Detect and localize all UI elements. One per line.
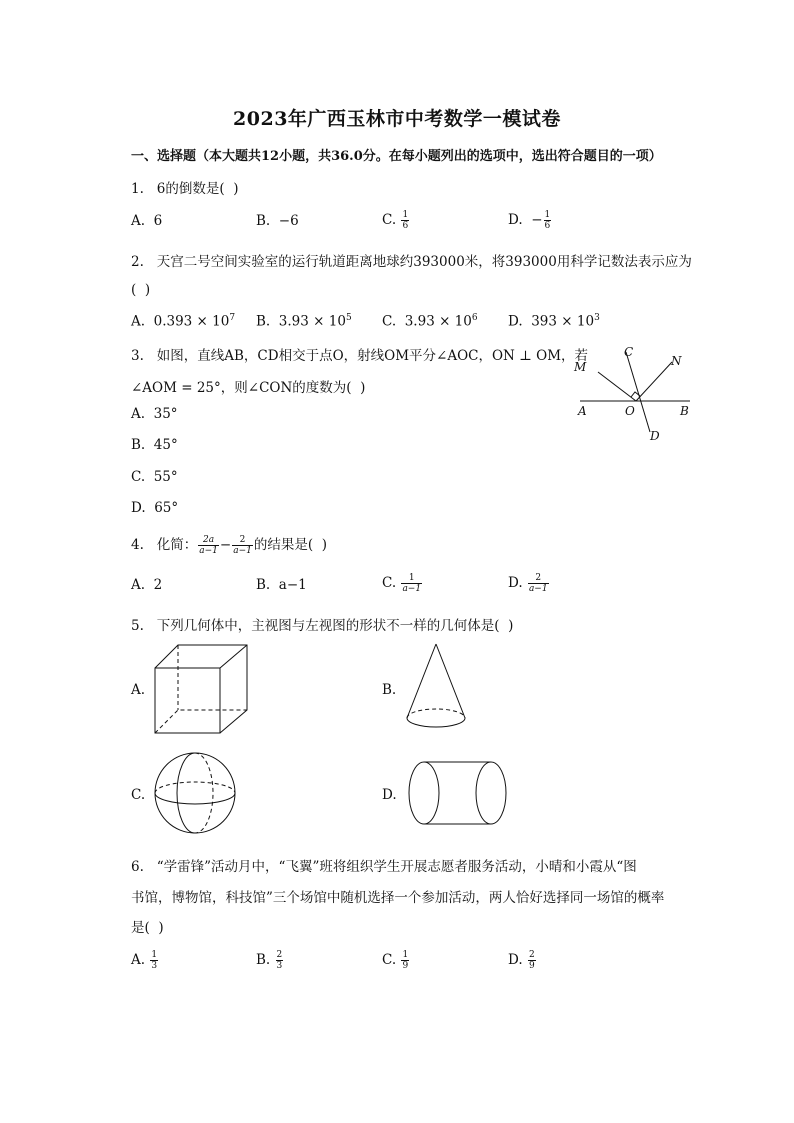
q6-option-a-fraction xyxy=(150,950,158,971)
frac-den: 9 xyxy=(528,961,535,971)
cube-figure xyxy=(150,640,252,738)
frac-den: 3 xyxy=(151,961,158,971)
q1-option-c[interactable] xyxy=(382,210,410,231)
q6-stem-line1: 6. “学雷锋”活动月中，“飞翼”班将组织学生开展志愿者服务活动，小晴和小霞从“图 xyxy=(131,859,637,875)
label-o: O xyxy=(625,404,635,418)
frac-den: 6 xyxy=(402,221,409,231)
label-m: M xyxy=(574,360,587,374)
q3-option-c[interactable]: C. 55° xyxy=(131,469,178,485)
q4-stem xyxy=(131,533,327,556)
line-cd xyxy=(626,352,650,432)
q6-option-d-fraction xyxy=(528,950,536,971)
q6-option-c[interactable] xyxy=(382,950,410,971)
q2-option-d-label: D. 393 × 10 xyxy=(508,313,595,330)
page-title: 2023年广西玉林市中考数学一模试卷 xyxy=(233,108,561,130)
q5-option-b[interactable]: B. xyxy=(382,682,397,698)
q3-stem-line2: ∠AOM = 25°，则∠CON的度数为( ) xyxy=(131,380,366,396)
q5-option-d[interactable]: D. xyxy=(382,787,397,803)
q2-stem-line1: 2. 天宫二号空间实验室的运行轨道距离地球约393000米，将393000用科学记数法表示应为 xyxy=(131,254,692,270)
frac-den: 9 xyxy=(402,961,409,971)
minus-sign: − xyxy=(219,537,232,553)
frac-num: 1 xyxy=(401,573,422,584)
q6-option-a-label: A. xyxy=(131,952,146,968)
q1-option-d-label: D. − xyxy=(508,212,543,228)
q4-option-b[interactable]: B. a−1 xyxy=(256,577,307,593)
label-b: B xyxy=(680,404,689,418)
q2-option-a[interactable] xyxy=(131,313,235,330)
q2-option-c-label: C. 3.93 × 10 xyxy=(382,313,472,330)
q4-option-a[interactable]: A. 2 xyxy=(131,577,163,593)
q1-option-a[interactable]: A. 6 xyxy=(131,213,163,229)
q3-option-d[interactable]: D. 65° xyxy=(131,500,179,516)
cone-figure xyxy=(403,640,469,738)
label-n: N xyxy=(671,354,682,368)
q4-stem-suffix: 的结果是( ) xyxy=(253,537,327,553)
q2-option-b-label: B. 3.93 × 10 xyxy=(256,313,346,330)
q4-option-c-label: C. xyxy=(382,575,397,591)
label-a: A xyxy=(578,404,587,418)
q3-stem-line1: 3. 如图，直线AB，CD相交于点O，射线OM平分∠AOC，ON ⊥ OM，若 xyxy=(131,348,589,364)
q2-option-d[interactable] xyxy=(508,313,600,330)
q3-option-a[interactable]: A. 35° xyxy=(131,406,178,422)
section-heading: 一、选择题（本大题共12小题，共36.0分。在每小题列出的选项中，选出符合题目的一项） xyxy=(131,149,662,164)
ray-on xyxy=(636,362,672,401)
frac-den: a−1 xyxy=(199,546,218,556)
exponent: 7 xyxy=(229,313,236,323)
q3-option-b[interactable]: B. 45° xyxy=(131,437,178,453)
q2-option-b[interactable] xyxy=(256,313,352,330)
q6-option-b[interactable] xyxy=(256,950,284,971)
q4-option-d-label: D. xyxy=(508,575,523,591)
ray-om xyxy=(598,372,636,401)
exponent: 3 xyxy=(594,313,600,323)
frac-den: a−1 xyxy=(233,546,252,556)
q2-stem-line2: ( ) xyxy=(131,282,151,298)
label-c: C xyxy=(624,345,634,359)
q4-fraction-1 xyxy=(198,535,219,556)
q4-option-d[interactable] xyxy=(508,573,550,594)
label-d: D xyxy=(650,429,660,443)
q1-option-d-fraction xyxy=(544,210,552,231)
cylinder-figure xyxy=(404,758,512,828)
q6-option-c-label: C. xyxy=(382,952,397,968)
exponent: 5 xyxy=(345,313,352,323)
q4-option-c-fraction xyxy=(401,573,422,594)
q6-option-b-label: B. xyxy=(256,952,271,968)
sphere-figure xyxy=(152,750,238,836)
frac-num: 2 xyxy=(528,950,535,960)
q2-option-a-label: A. 0.393 × 10 xyxy=(131,313,230,330)
q4-fraction-2 xyxy=(232,535,253,556)
q2-option-c[interactable] xyxy=(382,313,478,330)
q3-angle-figure xyxy=(568,340,698,448)
frac-num: 2 xyxy=(276,950,283,960)
frac-num: 2 xyxy=(232,535,253,546)
q4-stem-prefix: 4. 化简： xyxy=(131,537,198,553)
q1-option-c-fraction xyxy=(401,210,409,231)
frac-den: a−1 xyxy=(402,584,422,594)
q4-option-c[interactable] xyxy=(382,573,423,594)
frac-num: 1 xyxy=(544,210,551,220)
q6-stem-line2: 书馆，博物馆，科技馆”三个场馆中随机选择一个参加活动，两人恰好选择同一场馆的概率 xyxy=(131,890,665,906)
q6-option-d[interactable] xyxy=(508,950,537,971)
frac-num: 2a xyxy=(198,535,219,546)
q6-option-c-fraction xyxy=(401,950,409,971)
q6-stem-line3: 是( ) xyxy=(131,920,164,936)
q1-option-c-label: C. xyxy=(382,212,397,228)
q5-stem: 5. 下列几何体中，主视图与左视图的形状不一样的几何体是( ) xyxy=(131,618,514,634)
q5-option-a[interactable]: A. xyxy=(131,682,146,698)
q6-option-d-label: D. xyxy=(508,952,523,968)
frac-num: 2 xyxy=(528,573,549,584)
q5-option-c[interactable]: C. xyxy=(131,787,146,803)
frac-num: 1 xyxy=(402,210,409,220)
frac-den: 3 xyxy=(276,961,283,971)
q1-option-b[interactable]: B. −6 xyxy=(256,213,299,229)
q4-option-d-fraction xyxy=(528,573,549,594)
frac-num: 1 xyxy=(402,950,409,960)
q6-option-a[interactable] xyxy=(131,950,159,971)
q6-option-b-fraction xyxy=(276,950,284,971)
q1-option-d[interactable] xyxy=(508,210,552,231)
frac-num: 1 xyxy=(151,950,158,960)
frac-den: 6 xyxy=(544,221,551,231)
exponent: 6 xyxy=(471,313,478,323)
frac-den: a−1 xyxy=(528,584,548,594)
q1-stem: 1. 6的倒数是( ) xyxy=(131,181,239,197)
